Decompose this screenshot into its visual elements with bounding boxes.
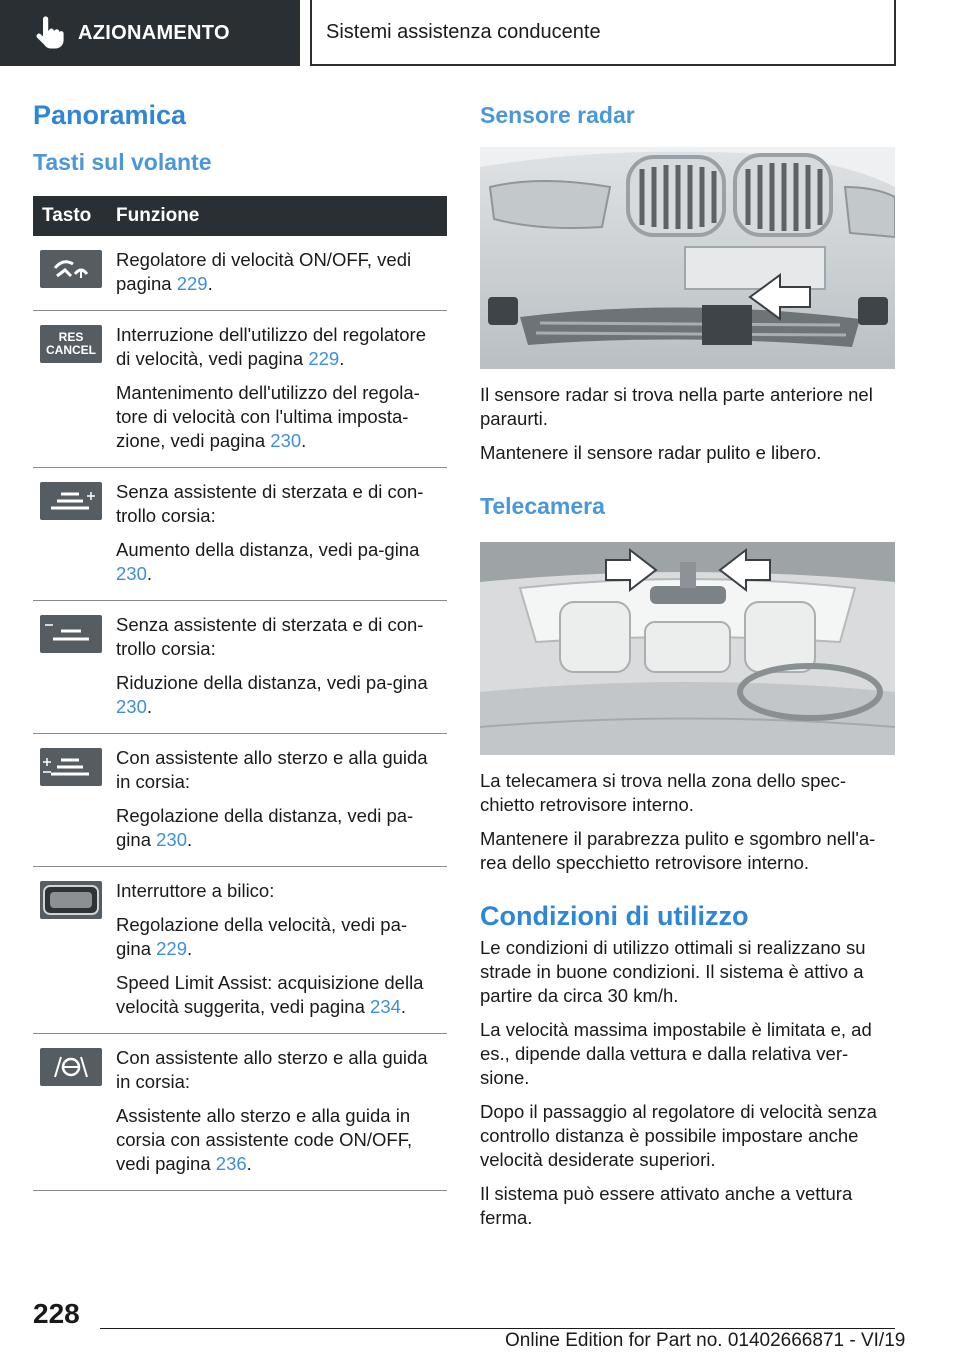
function-text: Speed Limit Assist: acquisizione della velocità suggerita, vedi pagina 234. [116,972,424,1017]
page-link[interactable]: 230 [116,563,147,584]
radar-text-2: Mantenere il sensore radar pulito e libero. [480,442,822,463]
rocker-switch-icon [40,881,102,919]
page-link[interactable]: 229 [308,348,340,369]
table-row [33,236,447,311]
page-link[interactable]: 230 [270,430,302,451]
key-cell [33,1034,116,1191]
key-cell [33,867,116,1034]
function-cell [116,468,447,601]
edition-note: Online Edition for Part no. 01402666871 - VI/19 [505,1330,906,1351]
function-cell [116,601,447,734]
conditions-text-2: La velocità massima impostabile è limitata e, ad es., dipende dalla vettura e dalla relativa ver-sione. [480,1019,872,1088]
table-header-row [33,196,447,236]
function-text: Interruzione dell'utilizzo del regolatore di velocità, vedi pagina 229. [116,324,426,369]
key-cell [33,601,116,734]
steering-assist-icon [40,1048,102,1086]
distance-adjust-icon [40,748,102,786]
function-cell [116,867,447,1034]
camera-title: Telecamera [480,493,605,519]
page-title: Panoramica [33,100,187,130]
table-row [33,867,447,1034]
camera-photo [480,542,895,755]
function-text: Con assistente allo sterzo e alla guida in corsia: [116,747,428,792]
function-text: Interruttore a bilico: [116,880,275,901]
function-text: Riduzione della distanza, vedi pa-gina 230. [116,672,428,717]
column-header-function: Funzione [116,196,447,236]
section-name: AZIONAMENTO [78,21,230,44]
function-text: Regolazione della velocità, vedi pa-gina 229. [116,914,408,959]
function-text: Senza assistente di sterzata e di con-trollo corsia: [116,614,424,659]
conditions-title: Condizioni di utilizzo [480,901,749,931]
function-text: Regolatore di velocità ON/OFF, vedi pagina 229. [116,249,412,294]
page-link[interactable]: 230 [156,829,187,850]
key-cell [33,236,116,311]
res-cancel-icon [40,325,102,363]
function-text: Senza assistente di sterzata e di con-trollo corsia: [116,481,424,526]
function-text: Regolazione della distanza, vedi pa-gina 230. [116,805,414,850]
key-cell [33,311,116,468]
function-cell [116,734,447,867]
camera-text-1: La telecamera si trova nella zona dello spec-chietto retrovisore interno. [480,770,847,815]
function-cell [116,1034,447,1191]
left-column [33,100,447,1191]
section-tab [0,0,300,66]
chapter-name: Sistemi assistenza conducente [326,20,601,43]
function-cell [116,236,447,311]
right-column [480,100,895,1240]
page-link[interactable]: 234 [370,996,401,1017]
hand-pointer-icon [28,13,68,53]
cruise-control-icon [40,250,102,288]
chapter-tab [310,0,896,66]
radar-title: Sensore radar [480,102,635,128]
function-cell [116,311,447,468]
page-link[interactable]: 236 [215,1153,247,1174]
function-text: Mantenimento dell'utilizzo del regola-tore di velocità con l'ultima imposta-zione, vedi pagina 230. [116,382,420,451]
page-link[interactable]: 230 [116,696,147,717]
table-row [33,601,447,734]
distance-increase-icon [40,482,102,520]
table-row [33,734,447,867]
page-link[interactable]: 229 [176,273,208,294]
conditions-text-3: Dopo il passaggio al regolatore di velocità senza controllo distanza è possibile impostare anche velocità desiderate superiori. [480,1101,877,1170]
page-number: 228 [33,1298,80,1329]
camera-text-2: Mantenere il parabrezza pulito e sgombro nell'a-rea dello specchietto retrovisore interno. [480,828,876,873]
function-text: Con assistente allo sterzo e alla guida in corsia: [116,1047,428,1092]
function-text: Assistente allo sterzo e alla guida in corsia con assistente code ON/OFF, vedi pagina 236. [116,1105,413,1174]
column-header-key: Tasto [33,196,116,236]
radar-sensor-photo [480,147,895,369]
footer-divider [100,1328,895,1329]
table-row [33,311,447,468]
conditions-text-1: Le condizioni di utilizzo ottimali si realizzano su strade in buone condizioni. Il sistema è attivo a partire da circa 30 km/h. [480,937,866,1006]
steering-wheel-keys-table [33,196,447,1191]
function-text: Aumento della distanza, vedi pa-gina 230. [116,539,420,584]
table-row [33,1034,447,1191]
key-label: CANCEL [46,343,96,357]
distance-decrease-icon [40,615,102,653]
key-cell [33,468,116,601]
table-row [33,468,447,601]
page-header [0,0,960,66]
conditions-text-4: Il sistema può essere attivato anche a vettura ferma. [480,1183,853,1228]
key-label: RES [58,330,84,344]
key-cell [33,734,116,867]
page-link[interactable]: 229 [156,938,187,959]
subtitle: Tasti sul volante [33,149,212,175]
radar-text-1: Il sensore radar si trova nella parte anteriore nel paraurti. [480,384,873,429]
